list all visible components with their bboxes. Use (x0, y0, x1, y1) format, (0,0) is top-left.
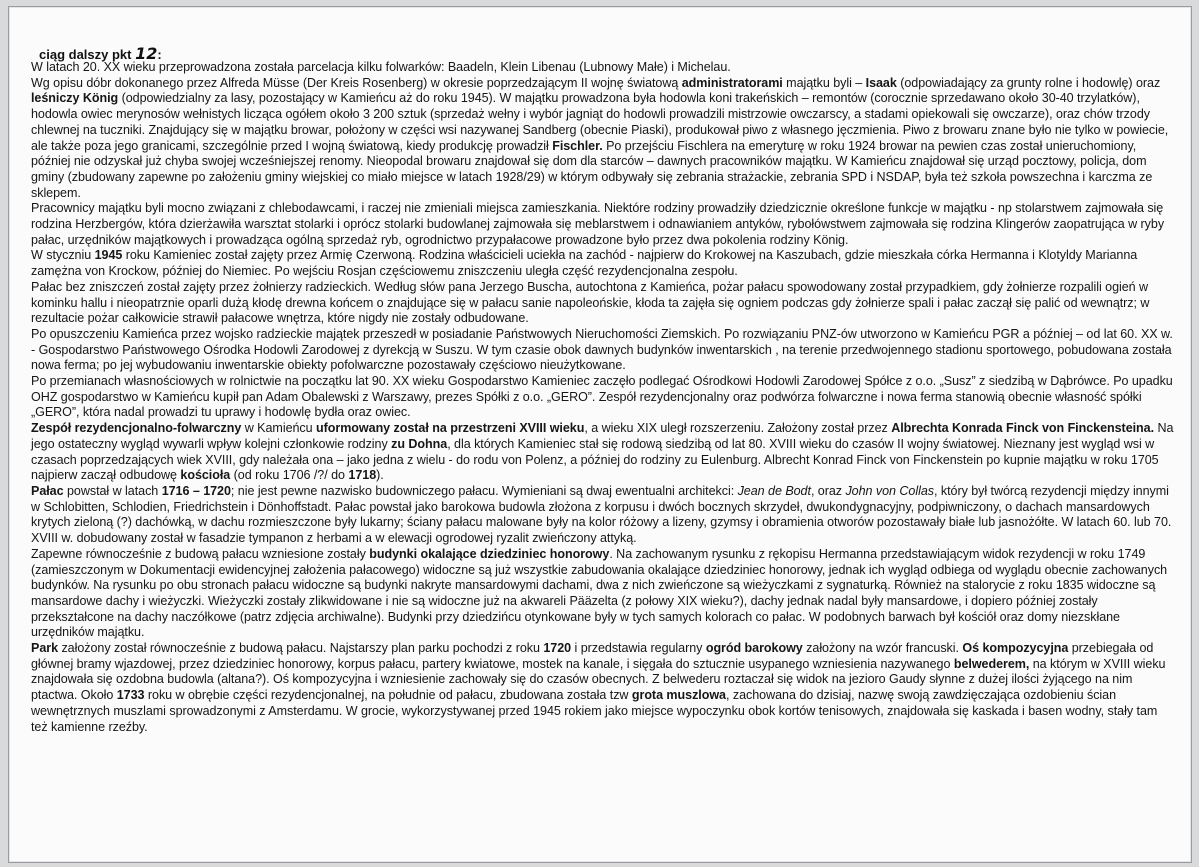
text-run: ; nie jest pewne nazwisko budowniczego pałacu. Wymieniani są dwaj ewentualni architekci: (230, 483, 738, 498)
bold-text: 1945 (94, 248, 123, 263)
text-run: , a wieku XIX uległ rozszerzeniu. Założony został przez (584, 421, 892, 436)
bold-text: 1716 – 1720 (161, 483, 231, 498)
bold-text: 1720 (543, 641, 572, 656)
text-run: (od roku 1706 /?/ do (230, 468, 349, 483)
paragraph (31, 374, 1175, 421)
text-run: majątku byli – (782, 75, 866, 90)
text-run: , który był twórcą rezydencji między innymi w Schlobitten, Schlodien, Friedrichstein i Dönhoffstadt. Pałac powstał jako barokowa budowla złożona z korpusu i dwóch bocznych skrzydeł, dwukondygnacyjny, podpiwniczony, o dachach mansardowych krytych zieloną (?) dachówką, w dachu rozmieszczone były lukarny; ściany pałacu malowane były na kolor różowy a lizeny, gzymsy i obramienia otworów pozostawały białe lub jasnożółte. W latach 60. lub 70. XVIII w. dobudowany został w fasadzie tympanon z herbami a w elewacji ogrodowej ryzalit zwieńczony attyką. (31, 483, 1172, 546)
heading-suffix: : (157, 47, 162, 62)
bold-text: Oś kompozycyjna (962, 641, 1069, 656)
paragraph (31, 248, 1175, 279)
heading-prefix: ciąg dalszy pkt (39, 47, 136, 62)
text-run: (odpowiadający za grunty rolne i hodowlę) oraz (896, 75, 1161, 90)
bold-text: grota muszlowa (631, 688, 726, 703)
bold-text: Park (31, 641, 59, 656)
paragraph (31, 421, 1175, 484)
paragraph (31, 60, 1175, 76)
bold-text: leśniczy König (31, 91, 119, 106)
text-run: Pracownicy majątku byli mocno związani z chlebodawcami, i raczej nie zmieniali miejsca zamieszkania. Niektóre rodziny prowadziły dziedzicznie określone funkcje w majątku - np stolarstwem zajmowała się rodzina Herzbergów, która dzierżawiła warsztat stolarki i oprócz stolarki budowlanej zajmowała się meblarstwem i odnawianiem antyków, rybołówstwem zajmowała się rodzina Klingerów zaopatrująca w ryby pałac, urzędników majątkowych i prowadząca ogólną sprzedaż ryb, ogrodnictwo przypałacowe prowadzone było przez dwa pokolenia rodziny König. (31, 201, 1165, 247)
text-run: założony został równocześnie z budową pałacu. Najstarszy plan parku pochodzi z roku (58, 641, 544, 656)
bold-text: Fischler. (552, 138, 603, 153)
text-run: (odpowiedzialny za lasy, pozostający w Kamieńcu aż do roku 1945). W majątku prowadzona była hodowla koni trakeńskich – remontów (corocznie sprzedawano około 30-40 trzylatków), hodowla owiec merynosów wełnistych licząca ogółem około 3 200 sztuk (sprzedaż wełny i wybór jagniąt do hodowli prowadzili mistrzowie owczarscy, a stadami opiekowali się owczarze), oraz chów trzody chlewnej na tuczniki. Znajdujący się w majątku browar, położony w części wsi nazywanej Sandberg (obecnie Piaski), produkował piwo z własnego jęczmienia. Piwo z browaru znane było nie tylko w powiecie, ale także poza jego granicami, szczególnie przed I wojną światową, kiedy produkcję prowadził (31, 91, 1169, 153)
text-run: roku w obrębie części rezydencjonalnej, na południe od pałacu, zbudowana została tzw (144, 688, 632, 703)
text-run: Po przemianach własnościowych w rolnictwie na początku lat 90. XX wieku Gospodarstwo Kamieniec zaczęło podlegać Ośrodkowi Hodowli Zarodowej Spółce z o.o. „Susz” z siedzibą w Dąbrówce. Po upadku OHZ gospodarstwo w Kamieńcu kupił pan Adam Obalewski z Warszawy, prezes Spółki z o.o. „GERO”. Zespół rezydencjonalny oraz podwórza folwarczne i nowa ferma stanowią obecnie własność spółki „GERO”, która nadal prowadzi tu uprawy i hodowlę bydła oraz owiec. (31, 374, 1173, 420)
paragraph (31, 547, 1175, 641)
document-body (31, 60, 1175, 735)
text-run: Po opuszczeniu Kamieńca przez wojsko radzieckie majątek przeszedł w posiadanie Państwowych Nieruchomości Ziemskich. Po rozwiązaniu PNZ-ów utworzono w Kamieńcu PGR a później – od lat 60. XX w. - Gospodarstwo Państwowego Ośrodka Hodowli Zarodowej z dyrekcją w Suszu. W tym czasie obok dawnych budynków inwentarskich , na terenie przedwojennego stadionu sportowego, pobudowana została nowa ferma; po jej wybudowaniu inwentarskie obiekty pofolwarczne pozostawały częściowo nieużytkowane. (31, 326, 1173, 373)
text-run: , oraz (810, 483, 846, 498)
bold-text: ogród barokowy (705, 641, 803, 656)
text-run: Pałac bez zniszczeń został zajęty przez żołnierzy radzieckich. Według słów pana Jerzego Buscha, autochtona z Kamieńca, pożar pałacu spowodowany został przypadkiem, gdy żołnierze rozpalili ogień w kominku hallu i nieopatrznie oparli dużą kłodę drewna końcem o znajdujące się w pałacu sanie napoleońskie, kłoda ta zajęła się ogniem podczas gdy żołnierze spali i pałac zaczął się palić od wewnątrz; w rezultacie pożar całkowicie strawił pałacowe wnętrza, które nigdy nie zostały odbudowane. (31, 279, 1150, 326)
bold-text: uformowany został na przestrzeni XVIII wieku (316, 421, 585, 436)
text-run: . Na zachowanym rysunku z rękopisu Hermanna przedstawiającym widok rezydencji w roku 1749 (zamieszczonym w Dokumentacji ewidencyjnej założenia pałacowego) widoczne są już wszystkie zabudowania okalające dziedziniec honorowy, jednak ich wygląd odbiega od wyglądu obecnie zachowanych budynków. Na rysunku po obu stronach pałacu widoczne są budynki nakryte mansardowymi dachami, dwa z nich zwieńczone są wieżyczkami z sygnaturką. Również na staloryciе z roku 1835 widoczne są mansardowe dachy i wieżyczki. Wieżyczki zostały zlikwidowane i nie są widoczne już na akwareli Pääzelta (z połowy XIX wieku?), dachy jednak nadal były mansardowe, i dopiero później zostały przekształcone na dachy naczółkowe (patrz zdjęcia archiwalne). Budynki przy dziedzińcu otynkowane były w tych samych kolorach co pałac. W podobnych barwach był kościół oraz domy niezskłane urzędników majątku. (31, 546, 1168, 640)
text-run: powstał w latach (63, 483, 162, 498)
bold-text: administratorami (681, 75, 783, 90)
bold-text: 1733 (116, 688, 145, 703)
text-run: ). (376, 468, 384, 483)
text-run: Zapewne równocześnie z budową pałacu wzniesione zostały (31, 546, 370, 561)
paragraph (31, 484, 1175, 547)
bold-text: Pałac (31, 483, 64, 498)
bold-text: budynki okalające dziedziniec honorowy (369, 546, 610, 561)
text-run: Po przejściu Fischlera na emeryturę w roku 1924 browar na pewien czas został unieruchomiony, później nie odzyskał już chyba swojej wcześniejszej renomy. Nieopodal browaru znajdował się dom dla starców – dawnych pracowników majątku. W Kamieńcu znajdował się urząd pocztowy, policja, dom gminy (zbudowany zapewne po założeniu gminy wiejskiej co miało miejsce w latach 1928/29) w którym odbywały się zebrania strażackie, zebrania SPD i NSDAP, była też szkoła powszechna i karczma ze sklepem. (31, 138, 1153, 200)
paragraph (31, 327, 1175, 374)
italic-text: Jean de Bodt (737, 483, 811, 498)
bold-text: belwederem, (953, 656, 1030, 671)
text-run: roku Kamieniec został zajęty przez Armię Czerwoną. Rodzina właścicieli uciekła na zachód - najpierw do Krokowej na Kaszubach, gdzie mieszkała córka Hermanna i Klotyldy Marianna zamężna von Krockow, później do Niemiec. Po wejściu Rosjan częściowemu zniszczeniu uległa część rezydencjonalna zespołu. (31, 248, 1138, 279)
text-run: , dla których Kamieniec stał się rodową siedzibą od lat 80. XVIII wieku do czasów II wojny światowej. Nieznany jest wygląd wsi w czasach poprzedzających wiek XVIII, gdy należała ona – jako jedna z wielu - do rodu von Polenz, a później do rodziny zu Eulenburg. Albrecht Konrad Finck von Finckenstein po kupnie majątku w roku 1705 najpierw zaczął odbudowę (31, 436, 1159, 483)
bold-text: Zespół rezydencjonalno-folwarczny (31, 421, 242, 436)
heading-number: 12 (135, 44, 158, 63)
bold-text: Isaak (865, 75, 897, 90)
scanned-page (8, 6, 1192, 863)
bold-text: zu Dohna (391, 436, 448, 451)
bold-text: Albrechta Konrada Finck von Finckensteina. (891, 421, 1155, 436)
text-run: W latach 20. XX wieku przeprowadzona została parcelacja kilku folwarków: Baadeln, Klein Libenau (Lubnowy Małe) i Michelau. (31, 60, 731, 74)
italic-text: John von Collas (845, 483, 934, 498)
paragraph (31, 641, 1175, 735)
text-run: W styczniu (31, 248, 95, 263)
text-run: w Kamieńcu (241, 421, 317, 436)
text-run: , zachowana do dzisiaj, nazwę swoją zawdzięczająca ozdobieniu ścian wewnętrznych muszlami sprowadzonymi z Amsterdamu. W grocie, wykorzystywanej przed 1945 rokiem jako miejsce wypoczynku obok kortów tenisowych, znajdowała się kaskada i basen wodny, stały tam też kamienne rzeźby. (31, 688, 1158, 734)
text-run: Wg opisu dóbr dokonanego przez Alfreda Müsse (Der Kreis Rosenberg) w okresie poprzedzającym II wojnę światową (31, 75, 682, 90)
text-run: i przedstawia regularny (571, 641, 706, 656)
paragraph (31, 201, 1175, 248)
text-run: przebiegała od głównej bramy wjazdowej, przez dziedziniec honorowy, korpus pałacu, partery kwiatowe, mostek na kanale, i sięgała do sztucznie usypanego wzniesienia nazywanego (31, 641, 1154, 671)
text-run: Na jego ostateczny wygląd wywarli wpływ kolejni członkowie rodziny (31, 421, 1174, 451)
paragraph (31, 280, 1175, 327)
bold-text: kościoła (180, 468, 231, 483)
text-run: na którym w XVIII wieku znajdowała się ozdobna budowla (altana?). Oś kompozycyjna i wzniesienie zachowały się do czasów obecnych. Z belwederu roztaczał się widok na jezioro Gaudy słynne z dużej ilości żyjącego na nim ptactwa. Około (31, 656, 1166, 703)
text-run: założony na wzór francuski. (802, 641, 963, 656)
paragraph (31, 76, 1175, 202)
bold-text: 1718 (348, 468, 377, 483)
